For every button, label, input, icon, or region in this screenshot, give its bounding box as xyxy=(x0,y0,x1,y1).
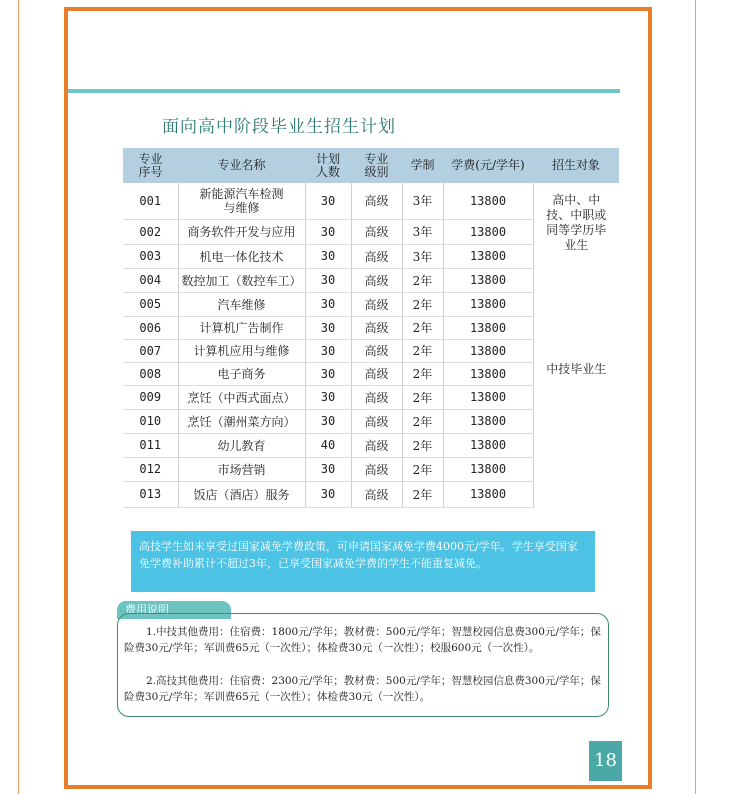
cell-seq: 013 xyxy=(123,481,178,507)
fee-item-2: 2.高技其他费用：住宿费：2300元/学年；教材费：500元/学年；智慧校园信息费300元/学年；保险费30元/学年；军训费65元（一次性）；体检费30元（一次性）。 xyxy=(124,675,601,703)
header-level: 专业级别 xyxy=(351,148,402,183)
cell-plan: 30 xyxy=(305,409,351,433)
cell-level: 高级 xyxy=(351,457,402,481)
cell-name: 汽车维修 xyxy=(178,292,305,316)
header-seq: 专业序号 xyxy=(123,148,178,183)
header-duration: 学制 xyxy=(402,148,443,183)
cell-seq: 001 xyxy=(123,183,178,219)
cell-plan: 30 xyxy=(305,183,351,219)
cell-level: 高级 xyxy=(351,409,402,433)
cell-name: 饭店（酒店）服务 xyxy=(178,481,305,507)
fee-item-1: 1.中技其他费用：住宿费：1800元/学年；教材费：500元/学年；智慧校园信息费300元/学年；保险费30元/学年；军训费65元（一次性）；体检费30元（一次性）；校服600元（一次性）。 xyxy=(124,626,601,654)
cell-plan: 40 xyxy=(305,433,351,457)
cell-seq: 006 xyxy=(123,316,178,339)
cell-duration: 2年 xyxy=(402,385,443,409)
cell-duration: 2年 xyxy=(402,292,443,316)
cell-seq: 012 xyxy=(123,457,178,481)
cell-level: 高级 xyxy=(351,183,402,219)
cell-fee: 13800 xyxy=(443,362,533,385)
cell-level: 高级 xyxy=(351,433,402,457)
cell-duration: 2年 xyxy=(402,481,443,507)
enrollment-plan-table xyxy=(123,148,619,508)
target-group-1: 高中、中技、中职或同等学历毕业生 xyxy=(546,193,607,252)
cell-plan: 30 xyxy=(305,481,351,507)
cell-name: 机电一体化技术 xyxy=(178,244,305,268)
cell-seq: 008 xyxy=(123,362,178,385)
cell-fee: 13800 xyxy=(443,316,533,339)
header-plan: 计划人数 xyxy=(305,148,351,183)
cell-name: 烹饪（中西式面点） xyxy=(178,385,305,409)
cell-plan: 30 xyxy=(305,362,351,385)
cell-fee: 13800 xyxy=(443,183,533,219)
table-header-row xyxy=(123,148,619,183)
cell-seq: 010 xyxy=(123,409,178,433)
header-fee: 学费(元/学年) xyxy=(443,148,533,183)
cell-duration: 3年 xyxy=(402,219,443,244)
cell-duration: 2年 xyxy=(402,433,443,457)
cell-fee: 13800 xyxy=(443,481,533,507)
cell-duration: 3年 xyxy=(402,244,443,268)
cell-level: 高级 xyxy=(351,219,402,244)
cell-duration: 3年 xyxy=(402,183,443,219)
cell-fee: 13800 xyxy=(443,268,533,292)
cell-name: 电子商务 xyxy=(178,362,305,385)
cell-seq: 007 xyxy=(123,339,178,362)
cell-seq: 003 xyxy=(123,244,178,268)
cell-duration: 2年 xyxy=(402,339,443,362)
page-number: 18 xyxy=(589,741,622,781)
cell-plan: 30 xyxy=(305,219,351,244)
cell-level: 高级 xyxy=(351,481,402,507)
cell-plan: 30 xyxy=(305,292,351,316)
cell-fee: 13800 xyxy=(443,457,533,481)
cell-level: 高级 xyxy=(351,339,402,362)
outer-guide-line-left xyxy=(18,0,19,794)
cell-name: 烹饪（潮州菜方向） xyxy=(178,409,305,433)
cell-plan: 30 xyxy=(305,385,351,409)
cell-plan: 30 xyxy=(305,244,351,268)
cell-name: 市场营销 xyxy=(178,457,305,481)
cell-fee: 13800 xyxy=(443,385,533,409)
page-title: 面向高中阶段毕业生招生计划 xyxy=(162,117,396,137)
header-name: 专业名称 xyxy=(178,148,305,183)
cell-level: 高级 xyxy=(351,362,402,385)
cell-duration: 2年 xyxy=(402,409,443,433)
cell-level: 高级 xyxy=(351,244,402,268)
cell-seq: 005 xyxy=(123,292,178,316)
cell-plan: 30 xyxy=(305,457,351,481)
cell-fee: 13800 xyxy=(443,219,533,244)
cell-seq: 004 xyxy=(123,268,178,292)
cell-name: 计算机应用与维修 xyxy=(178,339,305,362)
cell-level: 高级 xyxy=(351,385,402,409)
header-target: 招生对象 xyxy=(533,148,619,183)
cell-level: 高级 xyxy=(351,316,402,339)
cell-seq: 009 xyxy=(123,385,178,409)
outer-guide-line-right xyxy=(695,0,696,794)
cell-duration: 2年 xyxy=(402,362,443,385)
table-row xyxy=(123,183,619,219)
cell-name: 新能源汽车检测与维修 xyxy=(178,183,305,219)
cell-level: 高级 xyxy=(351,268,402,292)
cell-name: 商务软件开发与应用 xyxy=(178,219,305,244)
cell-fee: 13800 xyxy=(443,433,533,457)
target-group-2: 中技毕业生 xyxy=(546,362,607,376)
table-row xyxy=(123,292,619,316)
cell-duration: 2年 xyxy=(402,268,443,292)
cell-duration: 2年 xyxy=(402,316,443,339)
cell-duration: 2年 xyxy=(402,457,443,481)
cell-plan: 30 xyxy=(305,339,351,362)
cell-fee: 13800 xyxy=(443,339,533,362)
cell-name: 数控加工（数控车工） xyxy=(178,268,305,292)
cell-seq: 002 xyxy=(123,219,178,244)
cell-name: 幼儿教育 xyxy=(178,433,305,457)
policy-note: 高技学生如未享受过国家减免学费政策，可申请国家减免学费4000元/学年。学生享受国家免学费补助累计不超过3年，已享受国家减免学费的学生不能重复减免。 xyxy=(131,531,595,592)
cell-level: 高级 xyxy=(351,292,402,316)
cell-fee: 13800 xyxy=(443,292,533,316)
cell-fee: 13800 xyxy=(443,409,533,433)
cell-name: 计算机广告制作 xyxy=(178,316,305,339)
header-rule xyxy=(68,89,620,93)
cell-seq: 011 xyxy=(123,433,178,457)
cell-plan: 30 xyxy=(305,268,351,292)
fee-section-box xyxy=(117,613,609,717)
fee-section-tab: 费用说明 xyxy=(117,601,231,619)
cell-plan: 30 xyxy=(305,316,351,339)
cell-fee: 13800 xyxy=(443,244,533,268)
